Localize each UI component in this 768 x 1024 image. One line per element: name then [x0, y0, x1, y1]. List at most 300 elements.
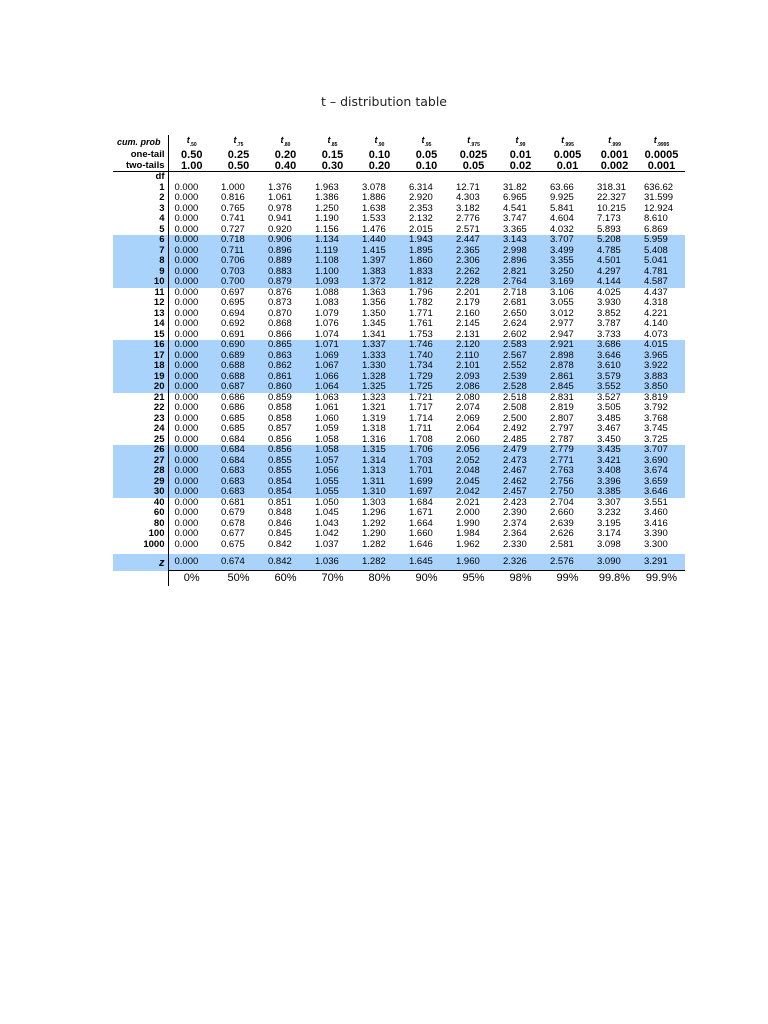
t-value-cell: 1.703	[403, 456, 450, 467]
t-value-cell: 3.690	[638, 456, 685, 467]
t-value-cell: 3.143	[497, 235, 544, 246]
t-value-cell: 8.610	[644, 213, 668, 225]
t-value-cell: 2.819	[550, 402, 574, 414]
t-header-cell: $t_{.9995}$	[653, 135, 670, 148]
t-value-cell: 1.734	[403, 361, 450, 372]
t-value-cell: 1.119	[309, 246, 356, 257]
t-value-cell: 1.372	[356, 277, 403, 288]
confidence-level-cell: 50%	[215, 571, 262, 587]
t-value-cell: 0.679	[221, 507, 245, 519]
t-value-cell: 0.000	[174, 496, 199, 508]
t-value-cell: 1.860	[403, 256, 450, 267]
t-header-subscript: .80	[283, 141, 291, 148]
t-value-cell: 0.000	[174, 297, 199, 309]
t-value-cell: 1.310	[356, 487, 403, 498]
df-value: 17	[113, 351, 168, 362]
t-value-cell: 1.671	[409, 507, 433, 519]
t-value-cell: 3.505	[597, 402, 621, 414]
t-value-cell: 0.860	[262, 382, 309, 393]
t-value-cell: 4.221	[644, 307, 668, 319]
t-value-cell: 0.000	[168, 487, 215, 498]
t-value-cell: 0.000	[168, 235, 215, 246]
t-value-cell: 0.000	[174, 402, 199, 414]
t-value-cell: 2.064	[456, 423, 480, 435]
t-value-cell: 1.316	[362, 433, 386, 445]
confidence-level-cell: 0%	[168, 571, 215, 587]
t-value-cell: 0.862	[262, 361, 309, 372]
t-value-cell: 3.725	[644, 433, 668, 445]
t-value-cell: 2.921	[544, 340, 591, 351]
z-row	[113, 554, 685, 571]
t-value-cell: 2.508	[503, 402, 527, 414]
t-value-cell: 1.740	[403, 351, 450, 362]
z-label: z	[113, 554, 168, 571]
t-header-subscript: .50	[189, 141, 197, 148]
t-value-cell: 2.131	[456, 328, 480, 340]
t-value-cell: 0.873	[268, 297, 292, 309]
t-header-subscript: .95	[424, 141, 432, 148]
t-value-cell: 2.145	[456, 318, 480, 330]
t-value-cell: 3.852	[597, 307, 621, 319]
t-value-cell: 4.541	[503, 202, 527, 214]
t-value-cell: 3.435	[591, 445, 638, 456]
t-value-cell: 0.703	[215, 267, 262, 278]
t-value-cell: 3.485	[597, 412, 621, 424]
t-value-cell: 2.807	[550, 412, 574, 424]
t-value-cell: 1.060	[315, 412, 339, 424]
t-value-cell: 1.066	[309, 372, 356, 383]
t-value-cell: 0.000	[168, 340, 215, 351]
t-value-cell: 2.093	[450, 372, 497, 383]
t-value-cell: 5.893	[597, 223, 621, 235]
t-value-cell: 2.771	[544, 456, 591, 467]
t-value-cell: 0.870	[268, 307, 292, 319]
t-value-cell: 4.073	[644, 328, 668, 340]
t-value-cell: 3.659	[638, 477, 685, 488]
t-value-cell: 4.785	[591, 246, 638, 257]
t-value-cell: 1.706	[403, 445, 450, 456]
t-value-cell: 4.297	[591, 267, 638, 278]
t-value-cell: 6.314	[409, 181, 433, 193]
t-value-cell: 1.093	[309, 277, 356, 288]
t-value-cell: 1.061	[315, 402, 339, 414]
t-value-cell: 1.476	[362, 223, 386, 235]
two-tails-value: 0.20	[356, 161, 403, 172]
confidence-level-cell: 99.9%	[638, 571, 685, 587]
t-value-cell: 2.045	[450, 477, 497, 488]
t-value-cell: 5.041	[638, 256, 685, 267]
t-value-cell: 3.551	[644, 496, 668, 508]
t-value-cell: 31.82	[503, 181, 527, 193]
t-value-cell: 3.747	[503, 213, 527, 225]
df-value: 40	[113, 498, 168, 509]
t-value-cell: 2.473	[497, 456, 544, 467]
t-value-cell: 0.689	[215, 351, 262, 362]
t-value-cell: 1.296	[362, 507, 386, 519]
df-label: df	[113, 172, 168, 183]
t-value-cell: 2.306	[450, 256, 497, 267]
t-value-cell: 2.500	[503, 412, 527, 424]
one-tail-value: 0.025	[459, 149, 488, 162]
t-value-cell: 2.052	[450, 456, 497, 467]
t-value-cell: 0.000	[174, 223, 199, 235]
t-value-cell: 0.000	[174, 538, 199, 550]
t-value-cell: 2.120	[450, 340, 497, 351]
t-value-cell: 0.816	[221, 192, 245, 204]
t-value-cell: 1.341	[362, 328, 386, 340]
t-value-cell: 2.479	[497, 445, 544, 456]
t-value-cell: 0.851	[268, 496, 292, 508]
two-tails-value: 0.40	[262, 161, 309, 172]
t-value-cell: 0.688	[215, 361, 262, 372]
t-value-cell: 1.646	[409, 538, 433, 550]
t-value-cell: 1.328	[356, 372, 403, 383]
z-value-cell: 0.674	[215, 554, 262, 571]
t-value-cell: 3.819	[644, 391, 668, 403]
df-value: 4	[113, 214, 168, 225]
one-tail-value: 0.05	[415, 149, 438, 162]
t-value-cell: 0.000	[174, 192, 199, 204]
t-value-cell: 0.000	[168, 372, 215, 383]
t-value-cell: 3.396	[591, 477, 638, 488]
t-value-cell: 4.015	[638, 340, 685, 351]
t-value-cell: 5.408	[638, 246, 685, 257]
t-value-cell: 1.108	[309, 256, 356, 267]
t-value-cell: 2.681	[503, 297, 527, 309]
t-value-cell: 1.319	[362, 412, 386, 424]
t-value-cell: 10.215	[597, 202, 627, 214]
t-value-cell: 1.290	[362, 528, 386, 540]
t-value-cell: 1.063	[315, 391, 339, 403]
t-value-cell: 1.057	[309, 456, 356, 467]
confidence-level-cell: 95%	[450, 571, 497, 587]
two-tails-label: two-tails	[113, 161, 168, 172]
two-tails-value: 0.30	[309, 161, 356, 172]
t-value-cell: 0.711	[215, 246, 262, 257]
t-value-cell: 1.311	[356, 477, 403, 488]
t-value-cell: 1.714	[409, 412, 433, 424]
t-value-cell: 0.000	[168, 361, 215, 372]
t-value-cell: 4.303	[456, 192, 480, 204]
t-value-cell: 1.325	[356, 382, 403, 393]
t-value-cell: 1.074	[315, 328, 339, 340]
confidence-level-cell: 99.8%	[591, 571, 638, 587]
t-value-cell: 0.858	[268, 402, 292, 414]
t-value-cell: 1.943	[403, 235, 450, 246]
df-value: 27	[113, 456, 168, 467]
t-value-cell: 1.067	[309, 361, 356, 372]
df-value: 3	[113, 204, 168, 215]
t-value-cell: 2.101	[450, 361, 497, 372]
t-value-cell: 0.681	[221, 496, 245, 508]
t-value-cell: 1.315	[356, 445, 403, 456]
t-value-cell: 0.685	[221, 423, 245, 435]
t-value-cell: 1.043	[315, 517, 339, 529]
t-value-cell: 3.579	[591, 372, 638, 383]
df-value: 19	[113, 372, 168, 383]
one-tail-value: 0.0005	[644, 149, 679, 162]
t-value-cell: 0.683	[215, 477, 262, 488]
t-value-cell: 4.318	[644, 297, 668, 309]
t-value-cell: 1.725	[403, 382, 450, 393]
t-value-cell: 0.000	[168, 277, 215, 288]
df-value: 12	[113, 298, 168, 309]
t-value-cell: 2.528	[497, 382, 544, 393]
t-value-cell: 3.850	[638, 382, 685, 393]
one-tail-value: 0.15	[321, 149, 344, 162]
t-value-cell: 2.552	[497, 361, 544, 372]
t-value-cell: 1.037	[315, 538, 339, 550]
t-header-cell: $t_{.99}$	[515, 135, 526, 148]
t-value-cell: 3.169	[544, 277, 591, 288]
df-value: 11	[113, 288, 168, 299]
t-header-subscript: .995	[564, 141, 574, 148]
t-value-cell: 0.684	[215, 445, 262, 456]
t-value-cell: 1.314	[356, 456, 403, 467]
t-value-cell: 0.889	[262, 256, 309, 267]
t-value-cell: 0.692	[221, 318, 245, 330]
df-value: 23	[113, 414, 168, 425]
t-value-cell: 1.330	[356, 361, 403, 372]
t-value-cell: 3.707	[638, 445, 685, 456]
t-value-cell: 1.071	[309, 340, 356, 351]
t-value-cell: 1.415	[356, 246, 403, 257]
t-value-cell: 0.000	[168, 445, 215, 456]
t-value-cell: 3.365	[503, 223, 527, 235]
t-value-cell: 0.845	[268, 528, 292, 540]
two-tails-value: 0.10	[403, 161, 450, 172]
t-value-cell: 1.746	[403, 340, 450, 351]
t-value-cell: 0.675	[221, 538, 245, 550]
t-value-cell: 6.869	[644, 223, 668, 235]
df-value: 100	[113, 529, 168, 540]
t-value-cell: 2.042	[450, 487, 497, 498]
t-value-cell: 1.050	[315, 496, 339, 508]
t-value-cell: 2.353	[409, 202, 433, 214]
t-value-cell: 0.858	[268, 412, 292, 424]
t-value-cell: 2.056	[450, 445, 497, 456]
t-value-cell: 1.055	[309, 487, 356, 498]
t-value-cell: 1.069	[309, 351, 356, 362]
t-value-cell: 2.228	[450, 277, 497, 288]
t-value-cell: 2.423	[503, 496, 527, 508]
two-tails-value: 1.00	[168, 161, 215, 172]
t-value-cell: 2.015	[409, 223, 433, 235]
t-value-cell: 2.998	[497, 246, 544, 257]
t-value-cell: 2.787	[550, 433, 574, 445]
df-value: 1000	[113, 540, 168, 551]
df-value: 21	[113, 393, 168, 404]
t-value-cell: 0.856	[262, 445, 309, 456]
t-value-cell: 3.883	[638, 372, 685, 383]
t-value-cell: 1.886	[362, 192, 386, 204]
t-value-cell: 1.397	[356, 256, 403, 267]
z-value-cell: 0.842	[262, 554, 309, 571]
t-value-cell: 0.000	[174, 286, 199, 298]
t-value-cell: 3.416	[644, 517, 668, 529]
t-value-cell: 1.796	[409, 286, 433, 298]
df-value: 7	[113, 246, 168, 257]
t-value-cell: 3.182	[456, 202, 480, 214]
t-value-cell: 0.000	[174, 181, 199, 193]
t-value-cell: 3.499	[544, 246, 591, 257]
t-value-cell: 0.978	[268, 202, 292, 214]
df-value: 16	[113, 340, 168, 351]
t-value-cell: 0.868	[268, 318, 292, 330]
t-value-cell: 2.920	[409, 192, 433, 204]
t-value-cell: 3.792	[644, 402, 668, 414]
t-value-cell: 3.733	[597, 328, 621, 340]
t-value-cell: 3.450	[597, 433, 621, 445]
t-value-cell: 0.765	[221, 202, 245, 214]
t-value-cell: 2.639	[550, 517, 574, 529]
t-value-cell: 0.000	[168, 351, 215, 362]
t-value-cell: 0.695	[221, 297, 245, 309]
t-header-cell: $t_{.50}$	[186, 135, 197, 148]
t-value-cell: 0.706	[215, 256, 262, 267]
t-value-cell: 0.000	[174, 328, 199, 340]
t-value-cell: 2.457	[497, 487, 544, 498]
t-value-cell: 3.250	[544, 267, 591, 278]
t-value-cell: 0.920	[268, 223, 292, 235]
df-value: 5	[113, 225, 168, 236]
t-value-cell: 0.879	[262, 277, 309, 288]
t-value-cell: 2.977	[550, 318, 574, 330]
df-value: 24	[113, 424, 168, 435]
t-value-cell: 1.333	[356, 351, 403, 362]
t-value-cell: 318.31	[597, 181, 627, 193]
one-tail-label: one-tail	[113, 150, 168, 161]
t-value-cell: 1.782	[409, 297, 433, 309]
t-value-cell: 0.683	[215, 487, 262, 498]
one-tail-value: 0.20	[274, 149, 297, 162]
two-tails-value: 0.02	[497, 161, 544, 172]
t-value-cell: 3.300	[644, 538, 668, 550]
t-value-cell: 0.848	[268, 507, 292, 519]
t-header-subscript: .999	[611, 141, 621, 148]
t-value-cell: 3.055	[550, 297, 574, 309]
t-value-cell: 0.000	[168, 382, 215, 393]
t-value-cell: 1.045	[315, 507, 339, 519]
t-value-cell: 0.000	[174, 318, 199, 330]
df-value: 30	[113, 487, 168, 498]
t-value-cell: 2.583	[497, 340, 544, 351]
t-value-cell: 3.527	[597, 391, 621, 403]
t-value-cell: 5.959	[638, 235, 685, 246]
t-value-cell: 22.327	[597, 192, 627, 204]
t-header-cell: $t_{.95}$	[421, 135, 432, 148]
t-value-cell: 3.610	[591, 361, 638, 372]
t-value-cell: 3.922	[638, 361, 685, 372]
t-value-cell: 1.363	[362, 286, 386, 298]
z-value-cell: 1.036	[309, 554, 356, 571]
t-value-cell: 1.717	[409, 402, 433, 414]
t-value-cell: 3.768	[644, 412, 668, 424]
t-value-cell: 1.984	[456, 528, 480, 540]
t-value-cell: 3.106	[550, 286, 574, 298]
t-value-cell: 2.861	[544, 372, 591, 383]
t-value-cell: 2.624	[503, 318, 527, 330]
t-value-cell: 3.390	[644, 528, 668, 540]
t-value-cell: 0.856	[268, 433, 292, 445]
t-value-cell: 2.074	[456, 402, 480, 414]
t-value-cell: 3.385	[591, 487, 638, 498]
t-value-cell: 3.307	[597, 496, 621, 508]
t-value-cell: 1.664	[409, 517, 433, 529]
t-header-cell: $t_{.85}$	[327, 135, 338, 148]
t-header-subscript: .75	[236, 141, 244, 148]
t-header-cell: $t_{.975}$	[467, 135, 480, 148]
z-value-cell: 2.576	[544, 554, 591, 571]
t-value-cell: 1.771	[409, 307, 433, 319]
t-value-cell: 4.781	[638, 267, 685, 278]
t-value-cell: 0.863	[262, 351, 309, 362]
t-value-cell: 1.282	[362, 538, 386, 550]
t-value-cell: 2.898	[544, 351, 591, 362]
df-value: 80	[113, 519, 168, 530]
t-value-cell: 0.883	[262, 267, 309, 278]
t-value-cell: 1.250	[315, 202, 339, 214]
t-value-cell: 1.638	[362, 202, 386, 214]
one-tail-value: 0.01	[509, 149, 532, 162]
t-value-cell: 0.941	[268, 213, 292, 225]
t-value-cell: 1.056	[309, 466, 356, 477]
t-value-cell: 1.356	[362, 297, 386, 309]
t-value-cell: 2.485	[503, 433, 527, 445]
t-value-cell: 0.686	[221, 402, 245, 414]
confidence-level-row	[113, 571, 685, 587]
t-value-cell: 2.756	[544, 477, 591, 488]
t-value-cell: 0.857	[268, 423, 292, 435]
z-value-cell: 3.291	[638, 554, 685, 571]
df-value: 1	[113, 183, 168, 194]
t-value-cell: 1.190	[315, 213, 339, 225]
t-value-cell: 0.861	[262, 372, 309, 383]
t-value-cell: 3.552	[591, 382, 638, 393]
t-value-cell: 0.727	[221, 223, 245, 235]
header-two-tails-row	[113, 161, 685, 172]
t-value-cell: 0.876	[268, 286, 292, 298]
t-value-cell: 2.718	[503, 286, 527, 298]
t-value-cell: 1.042	[315, 528, 339, 540]
t-header-subscript: .975	[470, 141, 480, 148]
t-value-cell: 1.729	[403, 372, 450, 383]
t-value-cell: 1.660	[409, 528, 433, 540]
t-value-cell: 1.963	[315, 181, 339, 193]
t-value-cell: 3.646	[591, 351, 638, 362]
df-value: 14	[113, 319, 168, 330]
t-value-cell: 0.000	[174, 412, 199, 424]
two-tails-value: 0.002	[591, 161, 638, 172]
t-value-cell: 2.390	[503, 507, 527, 519]
z-value-cell: 0.000	[168, 554, 215, 571]
t-value-cell: 3.098	[597, 538, 621, 550]
t-value-cell: 1.156	[315, 223, 339, 235]
confidence-level-cell: 80%	[356, 571, 403, 587]
t-value-cell: 1.079	[315, 307, 339, 319]
t-value-cell: 1.990	[456, 517, 480, 529]
t-value-cell: 1.711	[409, 423, 433, 435]
t-value-cell: 4.437	[644, 286, 668, 298]
df-value: 60	[113, 508, 168, 519]
t-value-cell: 2.364	[503, 528, 527, 540]
t-value-cell: 2.660	[550, 507, 574, 519]
t-value-cell: 3.787	[597, 318, 621, 330]
t-value-cell: 0.741	[221, 213, 245, 225]
t-value-cell: 2.492	[503, 423, 527, 435]
t-header-cell: $t_{.75}$	[233, 135, 244, 148]
one-tail-value: 0.001	[600, 149, 629, 162]
